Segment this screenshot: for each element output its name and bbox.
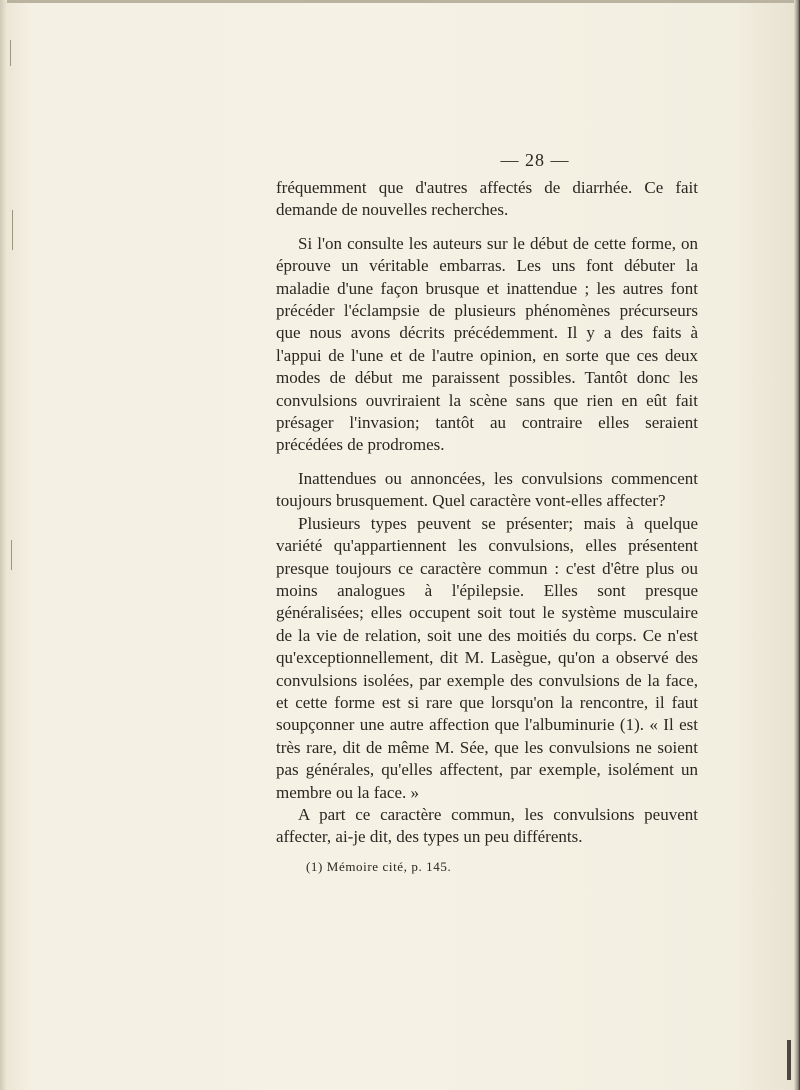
paragraph-continuation: fréquemment que d'autres affectés de diarrhée. Ce fait demande de nouvelles recherches. — [276, 178, 698, 220]
paragraph: Inattendues ou annoncées, les convulsions commencent toujours brusquement. Quel caractère vont-elles affecter? — [276, 468, 698, 511]
scan-mark — [12, 210, 13, 250]
paragraph: Si l'on consulte les auteurs sur le début de cette forme, on éprouve un véritable embarras. Les uns font débuter la maladie d'une façon brusque et inattendue ; les autres font précéder l'éclampsie de plusieurs phénomènes précurseurs que nous avons décrits précédemment. Il y a des faits à l'appui de l'une et de l'autre opinion, en sorte que ces deux modes de début me paraissent possibles. Tantôt donc les convulsions ouvriraient la scène sans que rien en eût fait présager l'invasion; tantôt au contraire elles seraient précédées de prodromes. — [276, 233, 698, 455]
footnote: (1) Mémoire cité, p. 145. — [306, 858, 452, 874]
scan-mark — [787, 1040, 791, 1080]
page-number: — 28 — — [500, 150, 570, 170]
page-left-edge — [0, 0, 7, 1090]
page-right-edge — [794, 0, 800, 1090]
scan-mark — [11, 540, 12, 570]
text-block — [276, 150, 698, 875]
paragraph: A part ce caractère commun, les convulsions peuvent affecter, ai-je dit, des types un peu différents. — [276, 804, 698, 847]
scan-mark — [10, 40, 11, 66]
paragraph: Plusieurs types peuvent se présenter; mais à quelque variété qu'appartiennent les convulsions, elles présentent presque toujours ce caractère commun : c'est d'être plus ou moins analogues à l'épilepsie. Elles sont presque généralisées; elles occupent soit tout le système musculaire de la vie de relation, soit une des moitiés du corps. Ce n'est qu'exceptionnellement, dit M. Lasègue, qu'on a observé des convulsions isolées, par exemple des convulsions de la face, et cette forme est si rare que lorsqu'on la rencontre, il faut soupçonner une autre affection que l'albuminurie (1). « Il est très rare, dit de même M. Sée, que les convulsions ne soient pas générales, qu'elles affectent, par exemple, isolément un membre ou la face. » — [276, 513, 698, 802]
page-top-edge — [0, 0, 800, 3]
